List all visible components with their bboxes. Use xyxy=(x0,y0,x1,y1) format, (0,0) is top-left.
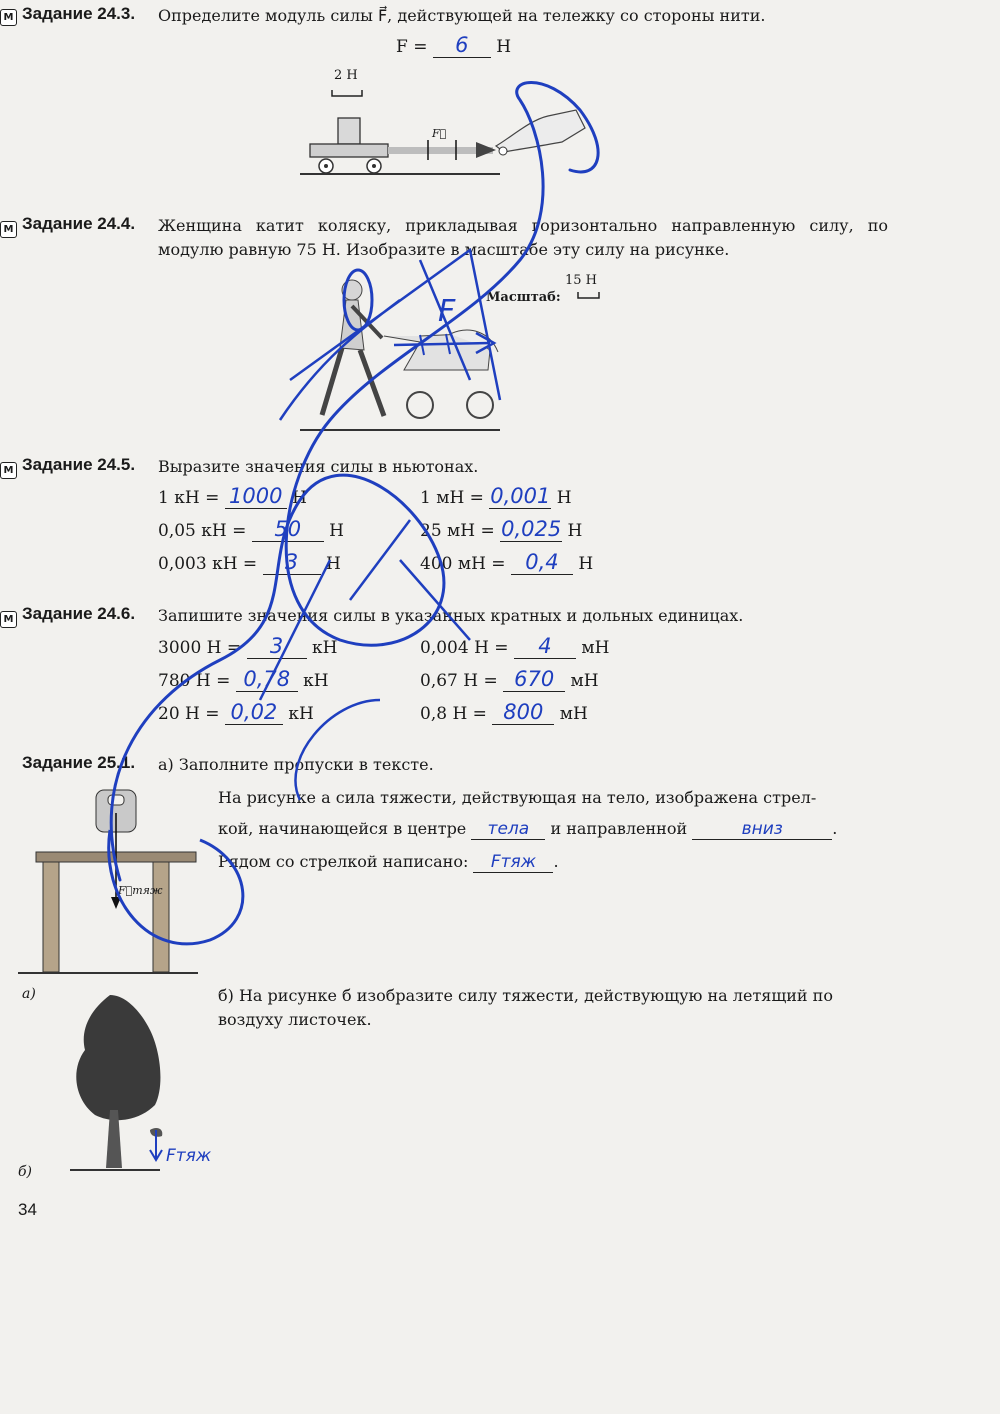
task-24-6-text: Запишите значения силы в указанных кратных и дольных единицах. xyxy=(158,606,744,625)
scale-15n-value: 15 Н xyxy=(565,273,598,288)
equation-unit: мН xyxy=(570,671,599,691)
handwritten-answer: 3 xyxy=(284,550,299,574)
answer-field[interactable] xyxy=(503,667,565,692)
scale-15n-bracket xyxy=(575,290,605,302)
page-number: 34 xyxy=(18,1200,37,1219)
handwritten-answer: 800 xyxy=(503,700,544,724)
task-24-4-label: Задание 24.4. xyxy=(22,214,136,233)
task-badge-icon: М xyxy=(0,611,17,628)
row-left xyxy=(158,517,344,542)
figure-a-caption: а) xyxy=(22,986,36,1002)
equation-lhs: 0,004 Н = xyxy=(420,638,509,658)
equation-unit: мН xyxy=(559,704,588,724)
equation-unit: Н xyxy=(292,488,307,508)
answer-field[interactable] xyxy=(247,634,307,659)
equation-lhs: 1 кН = xyxy=(158,488,220,508)
equation-lhs: 780 Н = xyxy=(158,671,231,691)
equation-lhs: 0,8 Н = xyxy=(420,704,487,724)
task-24-3-answer-line xyxy=(396,33,511,58)
answer-field[interactable] xyxy=(252,517,324,542)
equation-lhs: 0,05 кН = xyxy=(158,521,247,541)
text-fragment: и направленной xyxy=(550,819,688,838)
equation-unit: мН xyxy=(581,638,610,658)
task-24-5-label: Задание 24.5. xyxy=(22,455,136,474)
handwritten-answer: вниз xyxy=(741,819,783,839)
equation-unit: Н xyxy=(567,521,583,541)
equation-unit: Н xyxy=(556,488,572,508)
task-25-1-line3: Рядом со стрелкой написано: Fтяж . xyxy=(218,852,559,872)
scale-2n-label: 2 Н xyxy=(334,68,358,83)
row-left xyxy=(158,550,341,575)
handwritten-answer: 6 xyxy=(455,33,469,57)
handwritten-ftyazh-tree: Fтяж xyxy=(166,1146,212,1166)
handwritten-f-label: F xyxy=(438,294,456,329)
answer-field[interactable] xyxy=(492,700,554,725)
handwritten-answer: 1000 xyxy=(229,484,283,508)
task-badge-icon: М xyxy=(0,221,17,238)
answer-field[interactable] xyxy=(433,33,491,58)
task-badge-icon: М xyxy=(0,9,17,26)
answer-field[interactable] xyxy=(489,484,551,509)
cart-figure xyxy=(300,80,630,185)
equation-lhs: 400 мН = xyxy=(420,554,506,574)
handwritten-answer: 50 xyxy=(274,517,302,541)
row-left xyxy=(158,634,337,659)
row-right xyxy=(420,634,609,659)
equation-unit: кН xyxy=(303,671,329,691)
handwritten-answer: 0,02 xyxy=(230,700,278,724)
task-24-4-text: Женщина катит коляску, прикладывая горизонтально направленную силу, по модулю равную 75 Н. Изобразите в масштабе эту силу на рисунке. xyxy=(158,216,888,259)
answer-field[interactable] xyxy=(225,700,283,725)
answer-field[interactable] xyxy=(225,484,287,509)
handwritten-answer: 670 xyxy=(514,667,555,691)
task-25-1-label: Задание 25.1. xyxy=(22,753,136,772)
equation-unit: кН xyxy=(288,704,314,724)
equation-lhs: 0,003 кН = xyxy=(158,554,258,574)
row-right xyxy=(420,550,593,575)
task-25-1-line1: На рисунке а сила тяжести, действующая на тело, изображена стрел- xyxy=(218,788,817,807)
row-right xyxy=(420,667,599,692)
handwritten-answer: 0,025 xyxy=(501,517,562,541)
figure-b-caption: б) xyxy=(18,1164,33,1180)
row-left xyxy=(158,667,329,692)
task-24-5-text: Выразите значения силы в ньютонах. xyxy=(158,457,479,476)
equation-unit: Н xyxy=(578,554,594,574)
vector-ftyazh-label: F⃗тяж xyxy=(118,884,163,897)
row-left xyxy=(158,484,307,509)
answer-field[interactable] xyxy=(692,819,832,840)
handwritten-answer: тела xyxy=(487,819,530,839)
equation-lhs: 1 мН = xyxy=(420,488,484,508)
handwritten-answer: Fтяж xyxy=(490,852,537,872)
equation-unit: кН xyxy=(311,638,338,658)
handwritten-answer: 0,78 xyxy=(243,667,291,691)
handwritten-answer: 3 xyxy=(269,634,284,658)
handwritten-force-arrow xyxy=(390,325,510,365)
task-24-6-label: Задание 24.6. xyxy=(22,604,136,623)
answer-field[interactable] xyxy=(473,852,553,873)
equation-unit: Н xyxy=(329,521,344,541)
task-24-3-label: Задание 24.3. xyxy=(22,4,136,23)
answer-unit: Н xyxy=(496,37,512,57)
task-25-1-part-b: б) На рисунке б изобразите силу тяжести, действующую на летящий по воздуху листочек. xyxy=(218,986,833,1029)
handwritten-answer: 0,001 xyxy=(490,484,551,508)
answer-field[interactable] xyxy=(511,550,573,575)
answer-field[interactable] xyxy=(471,819,545,840)
table-weight-figure xyxy=(18,785,203,980)
text-fragment: кой, начинающейся в центре xyxy=(218,819,467,838)
row-right xyxy=(420,700,588,725)
equation-lhs: 0,67 Н = xyxy=(420,671,498,691)
equation-lhs: 25 мН = xyxy=(420,521,495,541)
handwritten-answer: 0,4 xyxy=(525,550,559,574)
handwritten-answer: 4 xyxy=(538,634,552,658)
answer-field[interactable] xyxy=(514,634,576,659)
equation-lhs: 20 Н = xyxy=(158,704,220,724)
row-left xyxy=(158,700,314,725)
text-fragment: Рядом со стрелкой написано: xyxy=(218,852,469,871)
scale-label: Масштаб: xyxy=(486,290,561,305)
task-24-3-text: Определите модуль силы F⃗, действующей на тележку со стороны нити. xyxy=(158,6,766,25)
row-right xyxy=(420,484,572,509)
task-25-1-part-a: а) Заполните пропуски в тексте. xyxy=(158,755,434,774)
answer-field[interactable] xyxy=(236,667,298,692)
task-badge-icon: М xyxy=(0,462,17,479)
answer-lhs: F = xyxy=(396,37,428,57)
equation-unit: Н xyxy=(325,554,341,574)
equation-lhs: 3000 Н = xyxy=(158,638,242,658)
answer-field[interactable] xyxy=(263,550,321,575)
answer-field[interactable] xyxy=(500,517,562,542)
row-right xyxy=(420,517,582,542)
vector-f-label: F⃗ xyxy=(432,127,447,140)
task-25-1-line2: кой, начинающейся в центре тела и направленной вниз . xyxy=(218,819,838,839)
